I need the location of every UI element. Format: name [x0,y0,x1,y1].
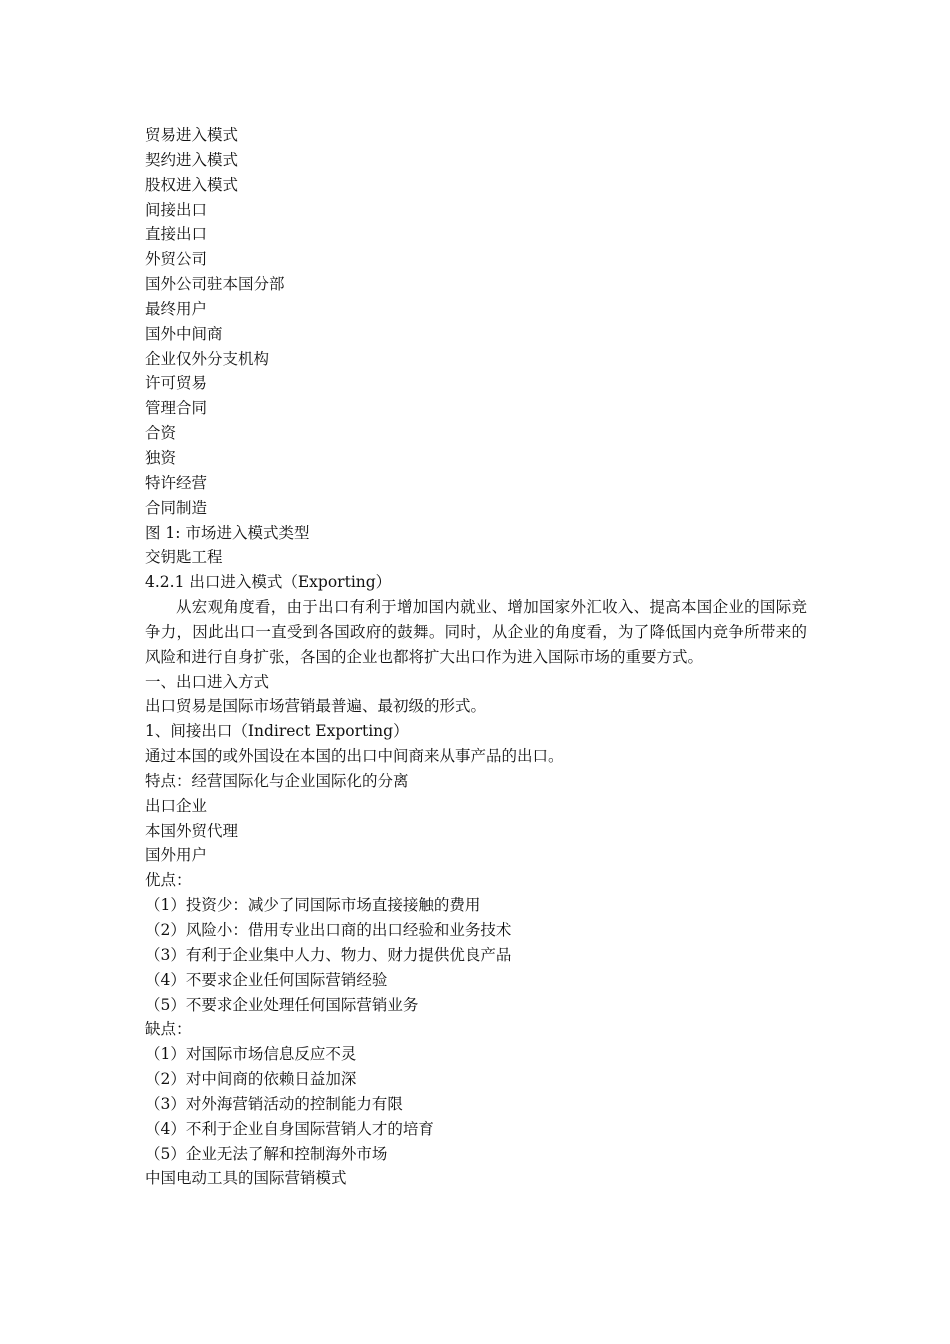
text-line: 出口企业 [145,796,208,815]
text-lines-before [145,123,807,595]
text-line: 国外中间商 [145,324,223,343]
text-line: 国外公司驻本国分部 [145,275,285,294]
subsection-heading: 1、间接出口（Indirect Exporting） [145,722,409,741]
text-line: 特点：经营国际化与企业国际化的分离 [145,771,409,790]
text-line: 外贸公司 [145,250,208,269]
text-line: 间接出口 [145,200,208,219]
text-line: 交钥匙工程 [145,548,223,567]
list-item: （1）对国际市场信息反应不灵 [145,1045,357,1064]
list-item: （4）不利于企业自身国际营销人才的培育 [145,1119,434,1138]
figure-caption: 图 1: 市场进入模式类型 [145,523,310,542]
text-line: 贸易进入模式 [145,126,239,144]
text-line: 本国外贸代理 [145,821,239,840]
list-item: （5）企业无法了解和控制海外市场 [145,1144,388,1163]
text-lines-after [145,670,807,1192]
list-item: （4）不要求企业任何国际营销经验 [145,970,388,989]
text-line: 股权进入模式 [145,175,239,194]
text-line: 最终用户 [145,299,208,318]
document-body [145,123,807,1191]
text-line: 企业仅外分支机构 [145,349,270,368]
section-heading: 4.2.1 出口进入模式（Exporting） [145,573,392,592]
text-line: 许可贸易 [145,374,208,393]
text-line: 契约进入模式 [145,150,239,169]
list-heading: 缺点： [145,1020,192,1039]
text-line: 通过本国的或外国设在本国的出口中间商来从事产品的出口。 [145,747,564,766]
list-item: （1）投资少：减少了同国际市场直接接触的费用 [145,896,481,915]
subsection-heading: 一、出口进入方式 [145,672,270,691]
list-item: （5）不要求企业处理任何国际营销业务 [145,995,419,1014]
text-line: 中国电动工具的国际营销模式 [145,1169,347,1188]
list-item: （3）有利于企业集中人力、物力、财力提供优良产品 [145,945,512,964]
text-line: 合同制造 [145,498,208,517]
text-line: 特许经营 [145,473,208,492]
text-line: 直接出口 [145,225,208,244]
text-line: 独资 [145,448,177,467]
text-line: 管理合同 [145,399,208,418]
list-heading: 优点： [145,871,192,890]
text-line: 国外用户 [145,846,208,865]
list-item: （3）对外海营销活动的控制能力有限 [145,1094,403,1113]
list-item: （2）风险小：借用专业出口商的出口经验和业务技术 [145,921,512,939]
list-item: （2）对中间商的依赖日益加深 [145,1070,357,1089]
text-line: 合资 [145,424,177,443]
text-line: 出口贸易是国际市场营销最普遍、最初级的形式。 [145,697,487,716]
body-paragraph: 从宏观角度看，由于出口有利于增加国内就业、增加国家外汇收入、提高本国企业的国际竞争力，因此出口一直受到各国政府的鼓舞。同时，从企业的角度看，为了降低国内竞争所带来的风险和进行自身扩张，各国的企业也都将扩大出口作为进入国际市场的重要方式。 [145,598,807,666]
